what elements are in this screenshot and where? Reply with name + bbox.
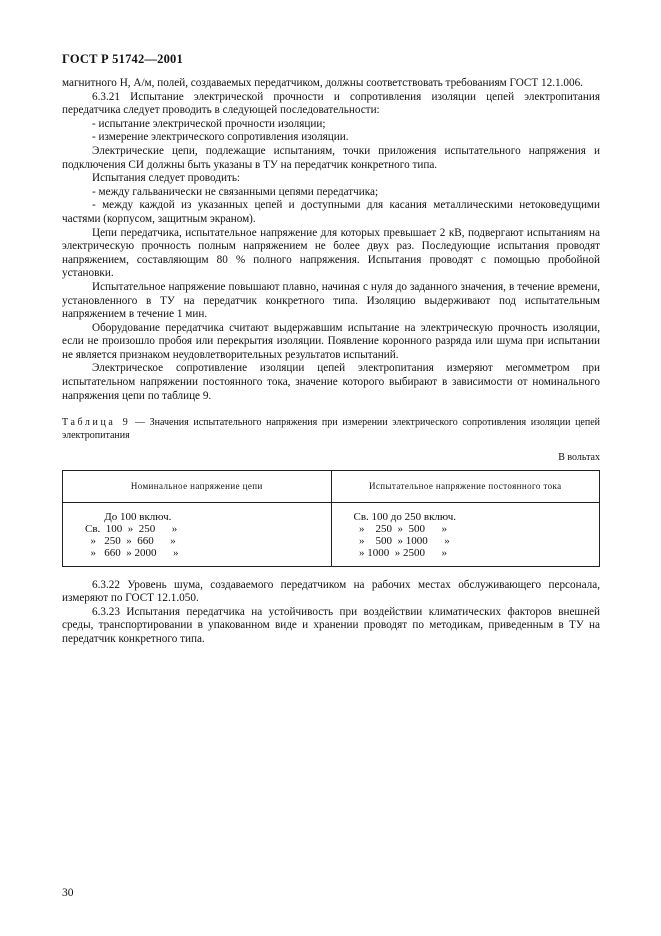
table-cell-line: » 500 » 1000 » <box>353 535 450 548</box>
paragraph: Цепи передатчика, испытательное напряжение для которых превышает 2 кВ, подвергают испытаниям на электрическую прочность полным напряжением не более двух раз. Последующие испытания проводят напряжением, составляющим 80 % полного напряжения. Испытания проводят с помощью пробойной установки. <box>62 226 600 280</box>
table-cell-line: До 100 включ. <box>85 510 172 523</box>
table-cell-line: Св. 100 до 250 включ. <box>353 510 456 523</box>
list-item: - испытание электрической прочности изоляции; <box>92 117 326 130</box>
table-cell-line: » 250 » 500 » <box>353 523 447 536</box>
paragraph: Испытания следует проводить: <box>92 172 241 185</box>
table-header-row <box>63 470 600 502</box>
paragraph: Электрические цепи, подлежащие испытаниям, точки приложения испытательного напряжения и подключения СИ должны быть указаны в ТУ на передатчик конкретного типа. <box>62 144 600 171</box>
table-cell-nominal <box>63 502 332 566</box>
table-header-nominal: Номинальное напряжение цепи <box>63 470 332 502</box>
table-cell-line: Св. 100 » 250 » <box>85 523 178 536</box>
table-cell-line: » 1000 » 2500 » <box>353 547 447 560</box>
list-item: - измерение электрического сопротивления изоляции. <box>92 131 349 144</box>
table-cell-test <box>331 502 600 566</box>
paragraph: Испытательное напряжение повышают плавно, начиная с нуля до заданного значения, в течение времени, установленного в ТУ на передатчик конкретного типа. Изоляцию выдерживают под испытательным напряжением в течение 1 мин. <box>62 280 600 321</box>
list-item: - между каждой из указанных цепей и доступными для касания металлическими нетоковедущими частями (корпусом, защитным экраном). <box>62 199 600 225</box>
table-header-test: Испытательное напряжение постоянного тока <box>331 470 600 502</box>
section-6-3-21: 6.3.21 Испытание электрической прочности и сопротивления изоляции цепей электропитания передатчика следует проводить в следующей последовательности: <box>62 90 600 117</box>
table-caption-text: — Значения испытательного напряжения при измерении электрического сопротивления изоляции цепей электропитания <box>62 417 601 441</box>
table-cell-line: » 250 » 660 » <box>85 535 176 548</box>
section-6-3-22: 6.3.22 Уровень шума, создаваемого передатчиком на рабочих местах обслуживающего персонала, измеряют по ГОСТ 12.1.050. <box>62 578 600 605</box>
list-item: - между гальванически не связанными цепями передатчика; <box>92 185 379 198</box>
page-number: 30 <box>62 887 74 899</box>
table-caption-label: Таблица 9 <box>62 417 131 429</box>
table-cell-line: » 660 » 2000 » <box>85 547 179 560</box>
section-6-3-23: 6.3.23 Испытания передатчика на устойчивость при воздействии климатических факторов внешней среды, транспортировании в упакованном виде и хранении проводят по методикам, приведенным в ТУ на передатчик конкретного типа. <box>62 605 600 646</box>
paragraph: магнитного H, А/м, полей, создаваемых передатчиком, должны соответствовать требованиям ГОСТ 12.1.006. <box>62 77 583 89</box>
table-9 <box>62 470 600 567</box>
table-caption <box>62 417 600 442</box>
document-body <box>62 77 600 647</box>
document-header: ГОСТ Р 51742—2001 <box>62 52 183 66</box>
paragraph: Электрическое сопротивление изоляции цепей электропитания измеряют мегомметром при испытательном напряжении постоянного тока, значение которого выбирают в зависимости от номинального напряжения цепи по таблице 9. <box>62 362 600 402</box>
paragraph: Оборудование передатчика считают выдержавшим испытание на электрическую прочность изоляции, если не произошло пробоя или перекрытия изоляции. Появление коронного разряда или шума при испытании не является признаком неудовлетворительных результатов испытаний. <box>62 321 600 361</box>
table-row <box>63 502 600 566</box>
table-units: В вольтах <box>558 452 600 464</box>
